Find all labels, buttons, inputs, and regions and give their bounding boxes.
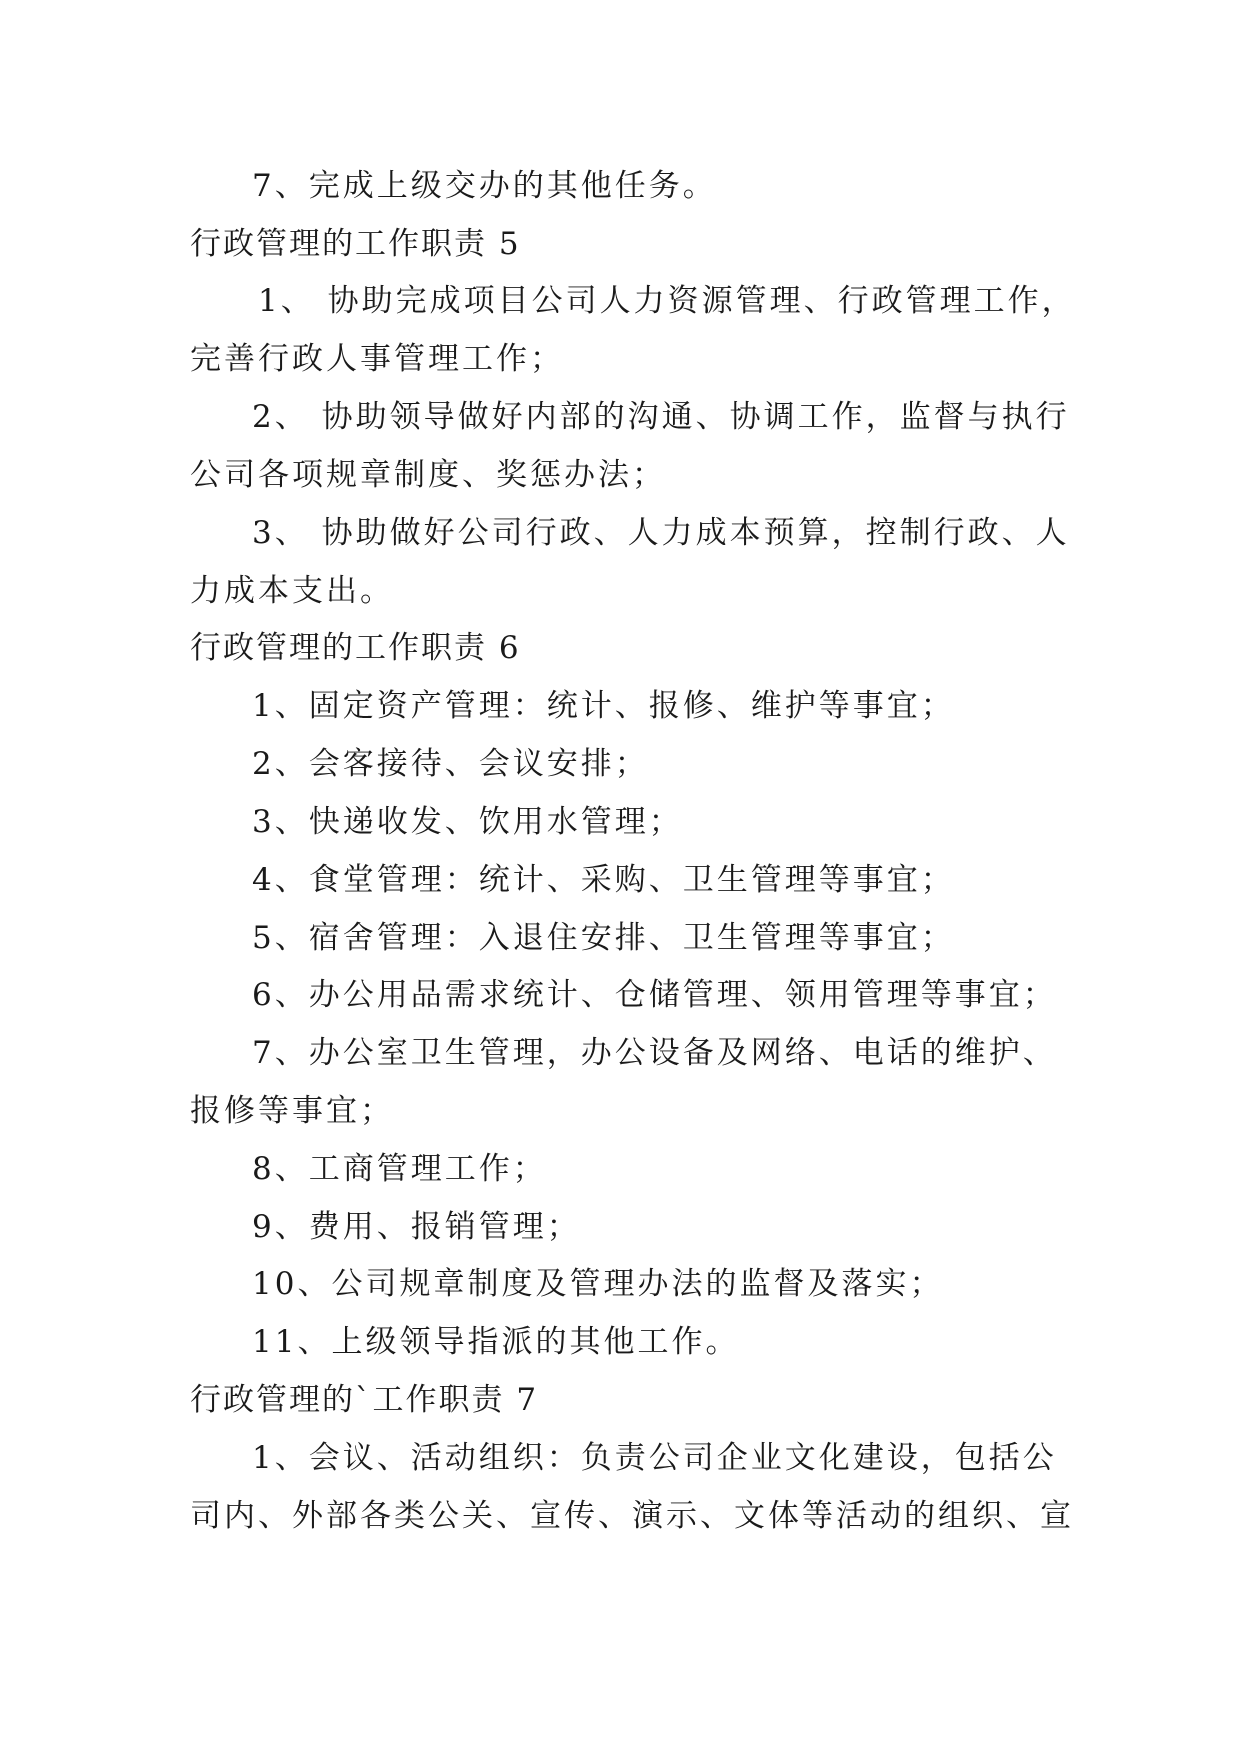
- text-line: 11、上级领导指派的其他工作。: [252, 1324, 740, 1360]
- text-line: 公司各项规章制度、奖惩办法；: [190, 457, 666, 493]
- text-line: 4、食堂管理：统计、采购、卫生管理等事宜；: [252, 862, 955, 898]
- text-line: 2、 协助领导做好内部的沟通、协调工作，监督与执行: [252, 399, 1070, 435]
- section-heading: 行政管理的`工作职责 7: [190, 1382, 539, 1418]
- text-line: 9、费用、报销管理；: [252, 1209, 581, 1245]
- text-line: 7、完成上级交办的其他任务。: [252, 168, 717, 204]
- text-line: 力成本支出。: [190, 573, 394, 609]
- text-line: 1、会议、活动组织：负责公司企业文化建设，包括公: [252, 1440, 1057, 1476]
- text-line: 5、宿舍管理：入退住安排、卫生管理等事宜；: [252, 920, 955, 956]
- text-line: 司内、外部各类公关、宣传、演示、文体等活动的组织、宣: [190, 1498, 1074, 1534]
- text-line: 完善行政人事管理工作；: [190, 341, 564, 377]
- text-line: 报修等事宜；: [190, 1093, 394, 1129]
- text-line: 8、工商管理工作；: [252, 1151, 547, 1187]
- section-heading: 行政管理的工作职责 6: [190, 630, 521, 666]
- text-line: 3、快递收发、饮用水管理；: [252, 804, 683, 840]
- section-heading: 行政管理的工作职责 5: [190, 226, 521, 262]
- text-line: 7、办公室卫生管理，办公设备及网络、电话的维护、: [252, 1035, 1057, 1071]
- text-line: 3、 协助做好公司行政、人力成本预算，控制行政、人: [252, 515, 1070, 551]
- text-line: 1、 协助完成项目公司人力资源管理、行政管理工作，: [258, 283, 1076, 319]
- text-line: 6、办公用品需求统计、仓储管理、领用管理等事宜；: [252, 977, 1057, 1013]
- text-line: 1、固定资产管理：统计、报修、维护等事宜；: [252, 688, 955, 724]
- text-line: 2、会客接待、会议安排；: [252, 746, 649, 782]
- text-line: 10、公司规章制度及管理办法的监督及落实；: [252, 1266, 944, 1302]
